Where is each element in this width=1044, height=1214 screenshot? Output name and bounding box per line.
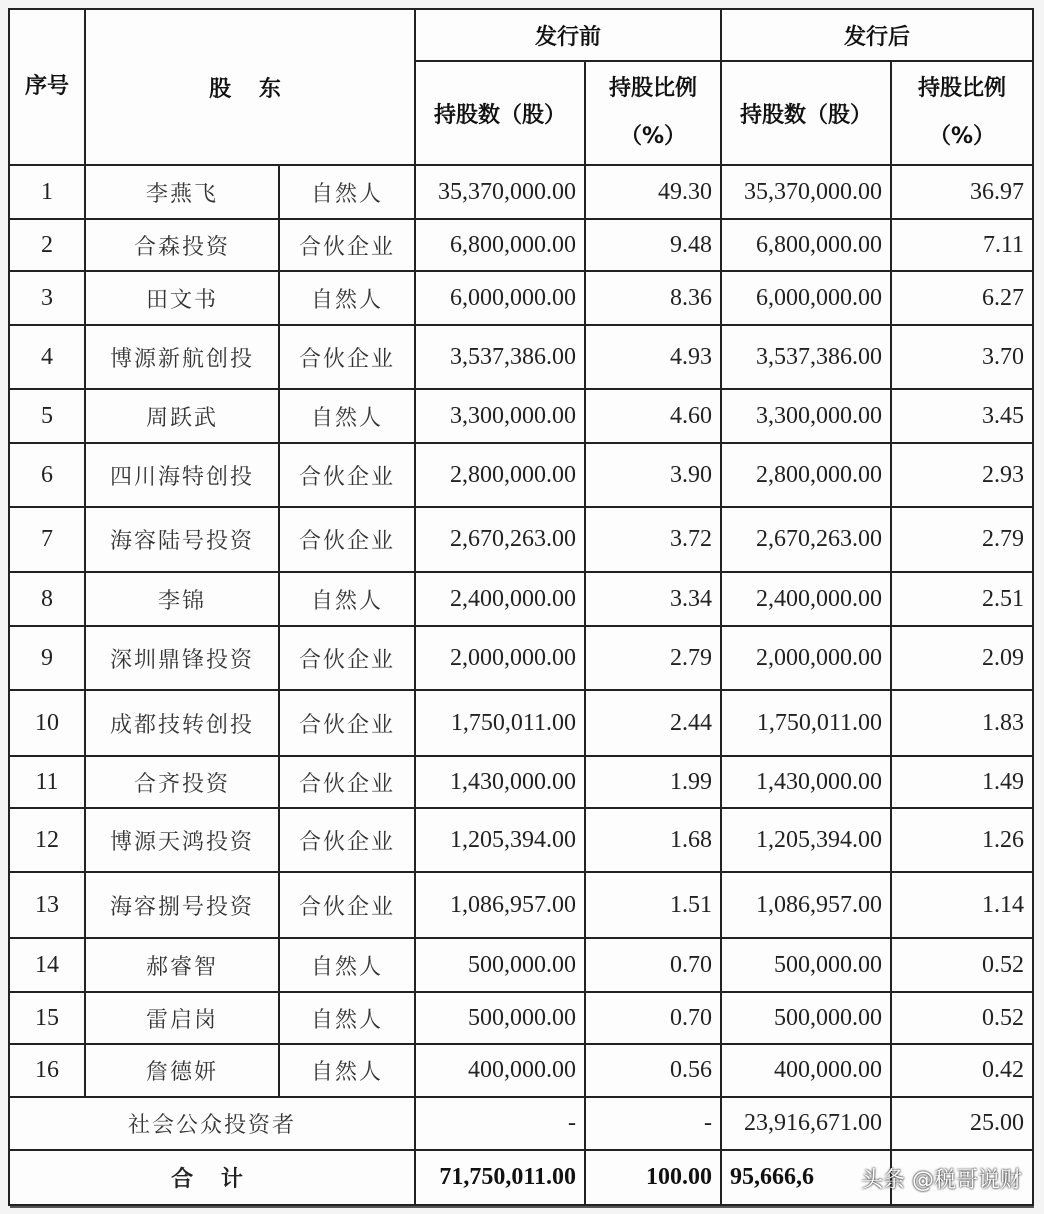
row-number: 4 [9,325,85,389]
table-row [9,872,1033,938]
table-row [9,808,1033,872]
shareholder-type: 自然人 [279,572,415,626]
shareholder-type: 合伙企业 [279,443,415,507]
after-shares: 500,000.00 [721,938,891,992]
row-number: 5 [9,389,85,443]
shareholder-name: 郝睿智 [85,938,279,992]
after-shares: 3,537,386.00 [721,325,891,389]
before-pct: 0.70 [585,992,721,1044]
after-pct: 36.97 [891,165,1033,219]
before-shares: 500,000.00 [415,938,585,992]
before-shares: 6,000,000.00 [415,271,585,325]
after-shares: 2,000,000.00 [721,626,891,690]
before-pct: 0.56 [585,1044,721,1097]
total-label: 合 计 [9,1150,415,1205]
before-pct: 3.72 [585,507,721,572]
before-shares: 6,800,000.00 [415,219,585,271]
header-before: 发行前 [415,9,721,61]
shareholder-name: 周跃武 [85,389,279,443]
shareholder-name: 成都技转创投 [85,690,279,756]
after-pct: 3.45 [891,389,1033,443]
shareholder-type: 自然人 [279,1044,415,1097]
after-shares: 2,670,263.00 [721,507,891,572]
before-pct: 3.34 [585,572,721,626]
table-row [9,507,1033,572]
before-shares: 2,800,000.00 [415,443,585,507]
row-number: 11 [9,756,85,808]
public-before-shares: - [415,1097,585,1150]
watermark: 头条 @税哥说财 [861,1168,1022,1193]
shareholder-type: 合伙企业 [279,808,415,872]
shareholder-name: 雷启岗 [85,992,279,1044]
header-before-ratio: 持股比例 （%） [585,61,721,165]
row-number: 8 [9,572,85,626]
shareholder-type: 自然人 [279,992,415,1044]
shareholder-name: 李锦 [85,572,279,626]
after-shares: 2,400,000.00 [721,572,891,626]
shareholder-name: 詹德妍 [85,1044,279,1097]
shareholder-type: 自然人 [279,938,415,992]
shareholder-type: 自然人 [279,165,415,219]
shareholder-type: 自然人 [279,271,415,325]
header-after-shares: 持股数（股） [721,61,891,165]
after-pct: 0.42 [891,1044,1033,1097]
after-shares: 1,750,011.00 [721,690,891,756]
row-number: 13 [9,872,85,938]
after-pct: 3.70 [891,325,1033,389]
row-number: 2 [9,219,85,271]
shareholder-type: 合伙企业 [279,507,415,572]
public-row [9,1097,1033,1150]
before-shares: 2,400,000.00 [415,572,585,626]
shareholder-name: 海容捌号投资 [85,872,279,938]
public-before-pct: - [585,1097,721,1150]
after-shares: 400,000.00 [721,1044,891,1097]
row-number: 9 [9,626,85,690]
before-shares: 3,537,386.00 [415,325,585,389]
after-shares: 3,300,000.00 [721,389,891,443]
shareholder-name: 博源天鸿投资 [85,808,279,872]
table-row [9,443,1033,507]
before-pct: 3.90 [585,443,721,507]
before-pct: 0.70 [585,938,721,992]
before-shares: 400,000.00 [415,1044,585,1097]
shareholder-name: 四川海特创投 [85,443,279,507]
before-shares: 1,205,394.00 [415,808,585,872]
table-row [9,165,1033,219]
table-row [9,938,1033,992]
after-pct: 1.14 [891,872,1033,938]
before-pct: 4.60 [585,389,721,443]
public-after-shares: 23,916,671.00 [721,1097,891,1150]
public-after-pct: 25.00 [891,1097,1033,1150]
shareholder-name: 合齐投资 [85,756,279,808]
shareholder-type: 合伙企业 [279,872,415,938]
shareholder-type: 合伙企业 [279,756,415,808]
shareholder-name: 海容陆号投资 [85,507,279,572]
public-label: 社会公众投资者 [9,1097,415,1150]
after-shares: 35,370,000.00 [721,165,891,219]
before-pct: 2.79 [585,626,721,690]
before-shares: 2,000,000.00 [415,626,585,690]
row-number: 12 [9,808,85,872]
before-shares: 1,086,957.00 [415,872,585,938]
after-shares: 6,000,000.00 [721,271,891,325]
before-pct: 1.99 [585,756,721,808]
after-shares: 1,430,000.00 [721,756,891,808]
total-before-shares: 71,750,011.00 [415,1150,585,1205]
table-row [9,690,1033,756]
shareholding-table [8,8,1034,1206]
after-shares: 2,800,000.00 [721,443,891,507]
shareholder-type: 自然人 [279,389,415,443]
header-after: 发行后 [721,9,1033,61]
before-shares: 1,750,011.00 [415,690,585,756]
before-shares: 3,300,000.00 [415,389,585,443]
after-pct: 1.49 [891,756,1033,808]
table-row [9,325,1033,389]
total-after-shares: 95,666,6 [721,1150,891,1205]
shareholder-name: 合森投资 [85,219,279,271]
shareholder-name: 深圳鼎锋投资 [85,626,279,690]
row-number: 6 [9,443,85,507]
row-number: 7 [9,507,85,572]
table-row [9,219,1033,271]
table-row [9,756,1033,808]
row-number: 10 [9,690,85,756]
row-number: 14 [9,938,85,992]
table-row [9,1044,1033,1097]
header-shareholder: 股 东 [85,9,415,165]
after-shares: 500,000.00 [721,992,891,1044]
shareholder-type: 合伙企业 [279,690,415,756]
shareholding-table-container [8,8,1032,1206]
after-pct: 2.09 [891,626,1033,690]
before-shares: 2,670,263.00 [415,507,585,572]
before-pct: 8.36 [585,271,721,325]
after-shares: 1,205,394.00 [721,808,891,872]
shareholder-type: 合伙企业 [279,219,415,271]
table-row [9,572,1033,626]
after-pct: 6.27 [891,271,1033,325]
after-pct: 2.93 [891,443,1033,507]
after-shares: 6,800,000.00 [721,219,891,271]
before-pct: 9.48 [585,219,721,271]
shareholder-name: 田文书 [85,271,279,325]
before-shares: 1,430,000.00 [415,756,585,808]
after-pct: 7.11 [891,219,1033,271]
after-pct: 2.51 [891,572,1033,626]
header-after-ratio: 持股比例 （%） [891,61,1033,165]
shareholder-type: 合伙企业 [279,626,415,690]
table-row [9,271,1033,325]
table-row [9,992,1033,1044]
table-row [9,626,1033,690]
header-before-shares: 持股数（股） [415,61,585,165]
header-seq: 序号 [9,9,85,165]
after-pct: 0.52 [891,938,1033,992]
after-shares: 1,086,957.00 [721,872,891,938]
before-pct: 1.51 [585,872,721,938]
table-row [9,389,1033,443]
before-shares: 35,370,000.00 [415,165,585,219]
before-pct: 2.44 [585,690,721,756]
before-pct: 1.68 [585,808,721,872]
after-pct: 2.79 [891,507,1033,572]
before-pct: 49.30 [585,165,721,219]
before-shares: 500,000.00 [415,992,585,1044]
after-pct: 1.83 [891,690,1033,756]
row-number: 1 [9,165,85,219]
after-pct: 0.52 [891,992,1033,1044]
total-before-pct: 100.00 [585,1150,721,1205]
row-number: 16 [9,1044,85,1097]
shareholder-name: 博源新航创投 [85,325,279,389]
row-number: 3 [9,271,85,325]
row-number: 15 [9,992,85,1044]
shareholder-type: 合伙企业 [279,325,415,389]
after-pct: 1.26 [891,808,1033,872]
shareholder-name: 李燕飞 [85,165,279,219]
before-pct: 4.93 [585,325,721,389]
